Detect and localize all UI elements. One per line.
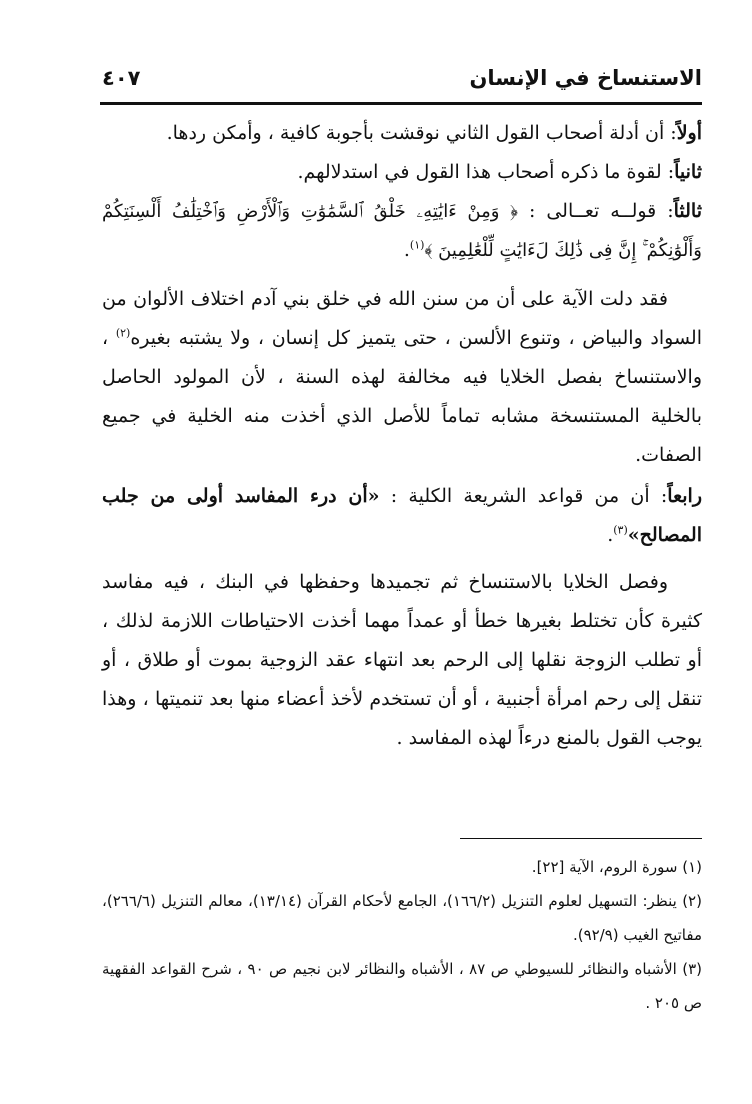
footnote-ref-3: (٣): [613, 523, 628, 537]
quran-verse: ﴿ وَمِنْ ءَايَٰتِهِۦ خَلْقُ ٱلسَّمَٰوَٰتِ وَٱلْأَرْضِ وَٱخْتِلَٰفُ أَلْسِنَتِكُمْ وَأَلْوَٰنِكُمْ ۚ إِنَّ فِى ذَٰلِكَ لَءَايَٰتٍ لِّلْعَٰلِمِينَ ﴾: [102, 201, 702, 261]
label-third: ثالثاً: [673, 200, 703, 222]
text-fourth: : أن من قواعد الشريعة الكلية :: [379, 485, 668, 507]
running-title: الاستنساخ في الإنسان: [469, 66, 702, 90]
header-divider: [100, 102, 702, 105]
footnote-ref-2: (٢): [115, 326, 131, 340]
text-fourth-end: .: [607, 524, 614, 546]
footnote-1: (١) سورة الروم، الآية [٢٢].: [531, 858, 702, 876]
footnote-divider: [460, 838, 702, 839]
paragraph-third-reason: [102, 192, 702, 270]
label-fourth: رابعاً: [667, 485, 702, 507]
main-text: [102, 114, 702, 758]
label-second: ثانياً: [674, 161, 702, 183]
paragraph-second-reason: [102, 153, 702, 192]
text-explanation-a: فقد دلت الآية على أن من سنن الله في خلق بني آدم اختلاف الألوان من السواد والبياض ، وتنوع الألسن ، حتى يتميز كل إنسان ، ولا يشتبه بغيره: [102, 288, 702, 349]
juristic-maxim: «أن درء المفاسد أولى من جلب المصالح»: [102, 485, 702, 546]
text-second: : لقوة ما ذكره أصحاب هذا القول في استدلالهم.: [297, 161, 675, 183]
text-harms: وفصل الخلايا بالاستنساخ ثم تجميدها وحفظها في البنك ، فيه مفاسد كثيرة كأن تختلط بغيرها خطأ أو عمداً مهما أخذت الاحتياطات اللازمة لذلك ، أو تطلب الزوجة نقلها إلى الرحم بعد انتهاء عقد الزوجية بموت أو طلاق ، أو تنقل إلى رحم امرأة أجنبية ، أو أن تستخدم لأخذ أعضاء منها بعد تنميتها ، وهذا يوجب القول بالمنع درءاً لهذه المفاسد .: [102, 571, 702, 749]
paragraph-first-reason: [102, 114, 702, 153]
text-first: : أن أدلة أصحاب القول الثاني نوقشت بأجوبة كافية ، وأمكن ردها.: [166, 122, 677, 144]
label-first: أولاً: [676, 122, 702, 144]
page-number: ٤٠٧: [102, 66, 141, 90]
text-third-end: .: [403, 239, 410, 261]
paragraph-explanation: [102, 280, 702, 475]
footnotes: [102, 850, 702, 1020]
text-third-intro: : قولــه تعــالى :: [518, 200, 674, 222]
footnote-3: (٣) الأشباه والنظائر للسيوطي ص ٨٧ ، الأشباه والنظائر لابن نجيم ص ٩٠ ، شرح القواعد الفقهية ص ٢٠٥ .: [102, 960, 703, 1012]
running-header: [100, 66, 702, 98]
text-explanation-b: ، والاستنساخ بفصل الخلايا فيه مخالفة لهذه السنة ، لأن المولود الحاصل بالخلية المستنسخة مشابه تماماً للأصل الذي أخذت منه الخلية في جميع الصفات.: [102, 327, 702, 466]
paragraph-harms: [102, 563, 702, 758]
footnote-2: (٢) ينظر: التسهيل لعلوم التنزيل (١٦٦/٢)، الجامع لأحكام القرآن (١٣/١٤)، معالم التنزيل (٢٦٦/٦)، مفاتيح الغيب (٩٢/٩).: [102, 892, 702, 944]
footnote-ref-1: (١): [409, 238, 425, 252]
paragraph-fourth-reason: [102, 477, 702, 555]
